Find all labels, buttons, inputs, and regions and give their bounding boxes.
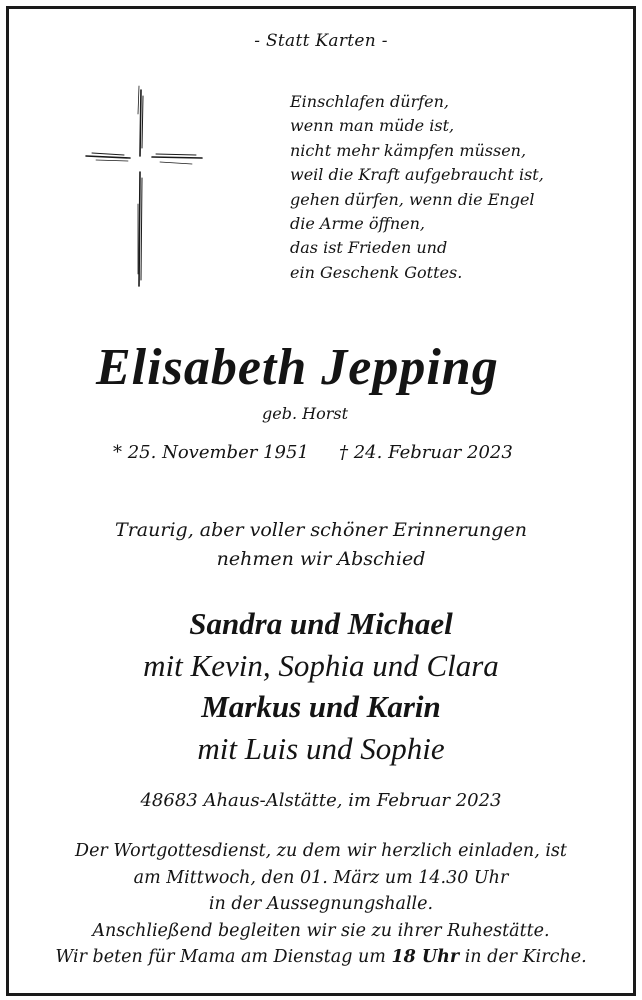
family-name: Markus und Karin (201, 689, 441, 724)
service-text: Wir beten für Mama am Dienstag um (55, 947, 386, 967)
service-line: am Mittwoch, den 01. März um 14.30 Uhr (133, 867, 509, 888)
poem-line: ein Geschenk Gottes. (290, 262, 463, 282)
service-line: Der Wortgottesdienst, zu dem wir herzlich einladen, ist (75, 841, 567, 861)
deceased-name: Elisabeth Jepping (96, 339, 499, 396)
birth-date: * 25. November 1951 (113, 442, 309, 463)
poem (290, 90, 544, 285)
poem-line: die Arme öffnen, (290, 214, 425, 234)
place-date: 48683 Ahaus-Alstätte, im Februar 2023 (140, 790, 502, 811)
service-time: 18 Uhr (391, 947, 460, 967)
family-children: mit Luis und Sophie (197, 731, 445, 766)
poem-line: das ist Frieden und (290, 238, 448, 258)
service-info (0, 838, 642, 971)
poem-line: gehen dürfen, wenn die Engel (290, 189, 535, 209)
death-date: † 24. Februar 2023 (339, 442, 513, 463)
service-line (0, 944, 642, 971)
service-line: Anschließend begleiten wir sie zu ihrer Ruhestätte. (92, 920, 550, 941)
header-note: - Statt Karten - (254, 31, 388, 51)
cross-icon (84, 84, 206, 288)
poem-line: Einschlafen dürfen, (290, 92, 449, 111)
family-name: Sandra und Michael (189, 606, 453, 641)
mourning-text-line: nehmen wir Abschied (216, 548, 426, 570)
service-line: in der Aussegnungshalle. (208, 894, 434, 914)
mourning-text-line: Traurig, aber voller schöner Erinnerungen (115, 519, 527, 541)
poem-line: nicht mehr kämpfen müssen, (290, 140, 527, 160)
maiden-name: geb. Horst (262, 404, 348, 423)
poem-line: wenn man müde ist, (290, 116, 455, 136)
service-text: in der Kirche. (464, 947, 587, 967)
poem-line: weil die Kraft aufgebraucht ist, (290, 165, 544, 185)
family-children: mit Kevin, Sophia und Clara (143, 648, 499, 683)
